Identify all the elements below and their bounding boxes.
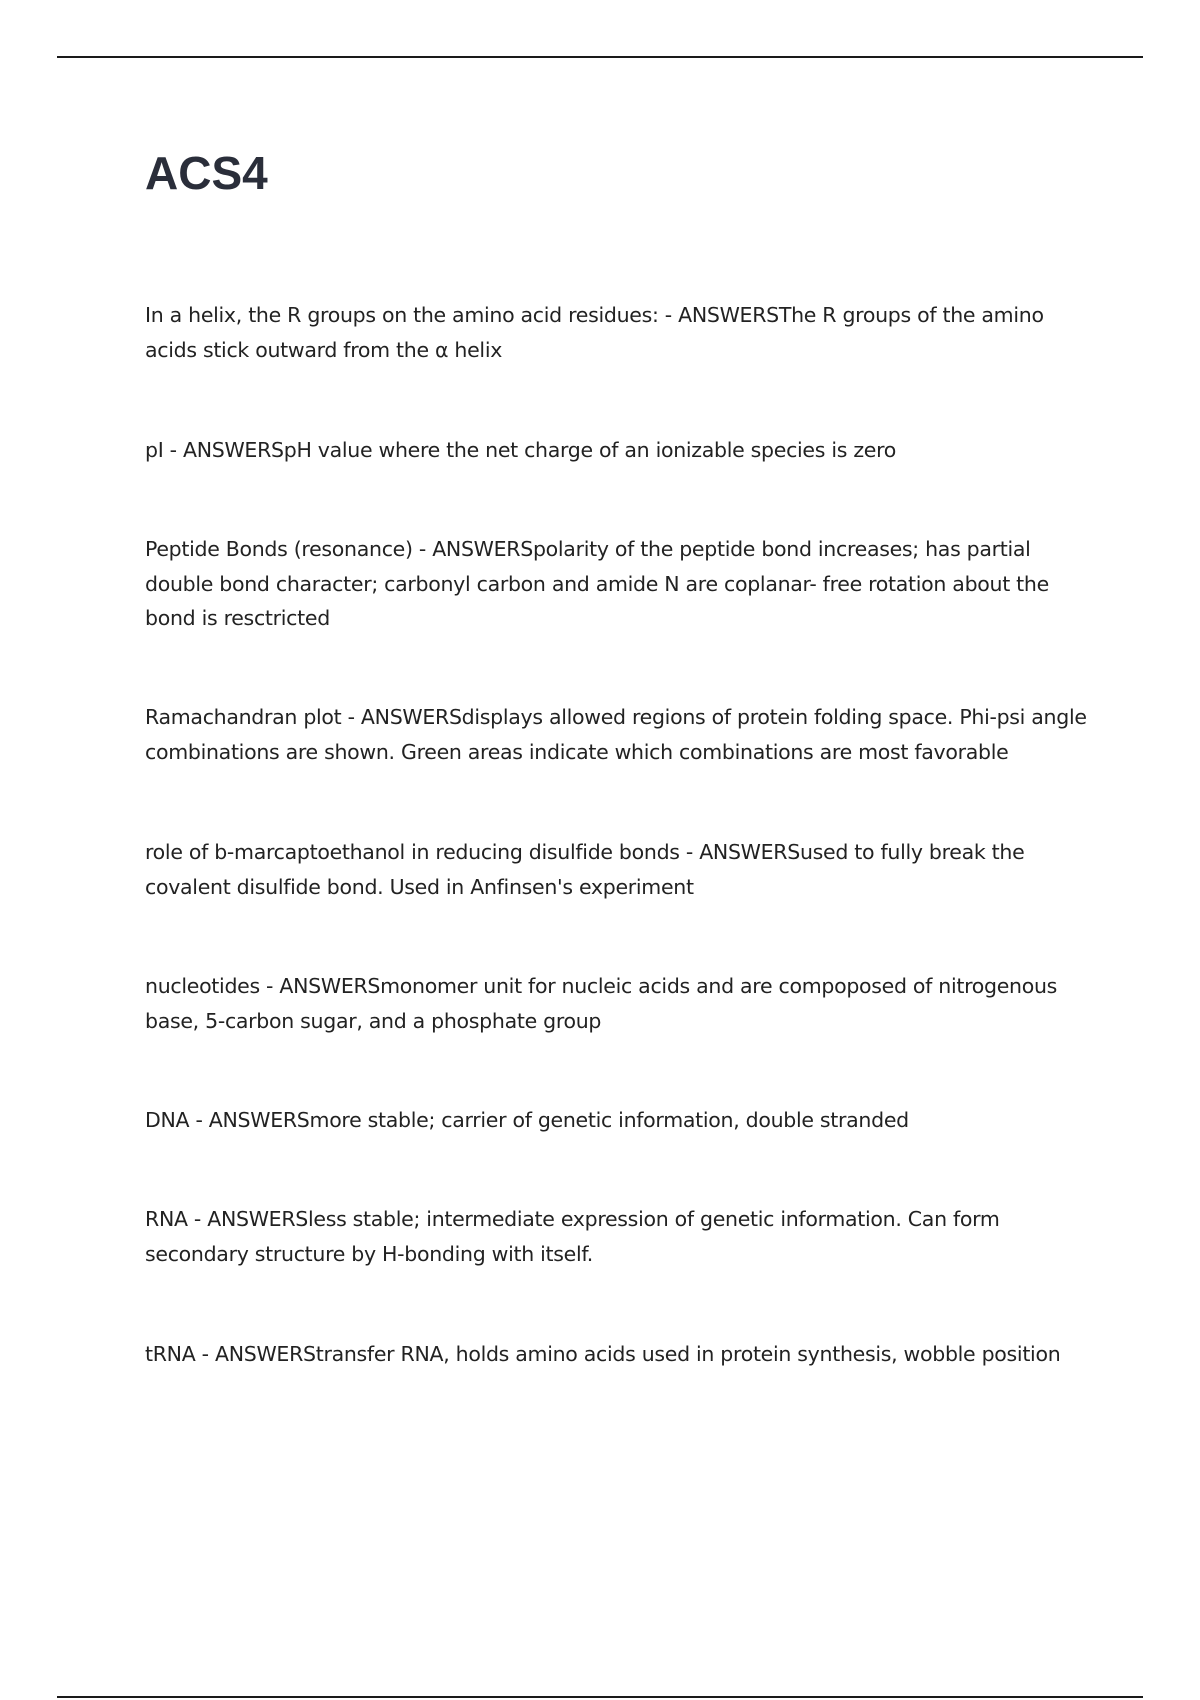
qa-entry-rna: RNA - ANSWERSless stable; intermediate expression of genetic information. Can form secondary structure by H-bonding with itself. (145, 1207, 1000, 1266)
qa-entry-nucleotides: nucleotides - ANSWERSmonomer unit for nucleic acids and are compoposed of nitrogenous base, 5-carbon sugar, and a phosphate group (145, 974, 1058, 1033)
qa-entry-dna: DNA - ANSWERSmore stable; carrier of genetic information, double stranded (145, 1108, 909, 1132)
qa-entry-b-marcaptoethanol: role of b-marcaptoethanol in reducing disulfide bonds - ANSWERSused to fully break the covalent disulfide bond. Used in Anfinsen's experiment (145, 840, 1025, 899)
qa-entry-helix-r-groups: In a helix, the R groups on the amino acid residues: - ANSWERSThe R groups of the amino acids stick outward from the α helix (145, 303, 1044, 362)
top-divider (57, 56, 1143, 58)
qa-entry-trna: tRNA - ANSWERStransfer RNA, holds amino acids used in protein synthesis, wobble position (145, 1342, 1061, 1366)
qa-entry-pi: pI - ANSWERSpH value where the net charge of an ionizable species is zero (145, 438, 897, 462)
bottom-divider (57, 1696, 1143, 1698)
qa-entry-peptide-bonds: Peptide Bonds (resonance) - ANSWERSpolarity of the peptide bond increases; has partial double bond character; carbonyl carbon and amide N are coplanar- free rotation about the bond is resctricted (145, 537, 1049, 630)
page-title: ACS4 (145, 147, 268, 199)
qa-entry-ramachandran-plot: Ramachandran plot - ANSWERSdisplays allowed regions of protein folding space. Phi-psi angle combinations are shown. Green areas indicate which combinations are most favorable (145, 705, 1087, 764)
